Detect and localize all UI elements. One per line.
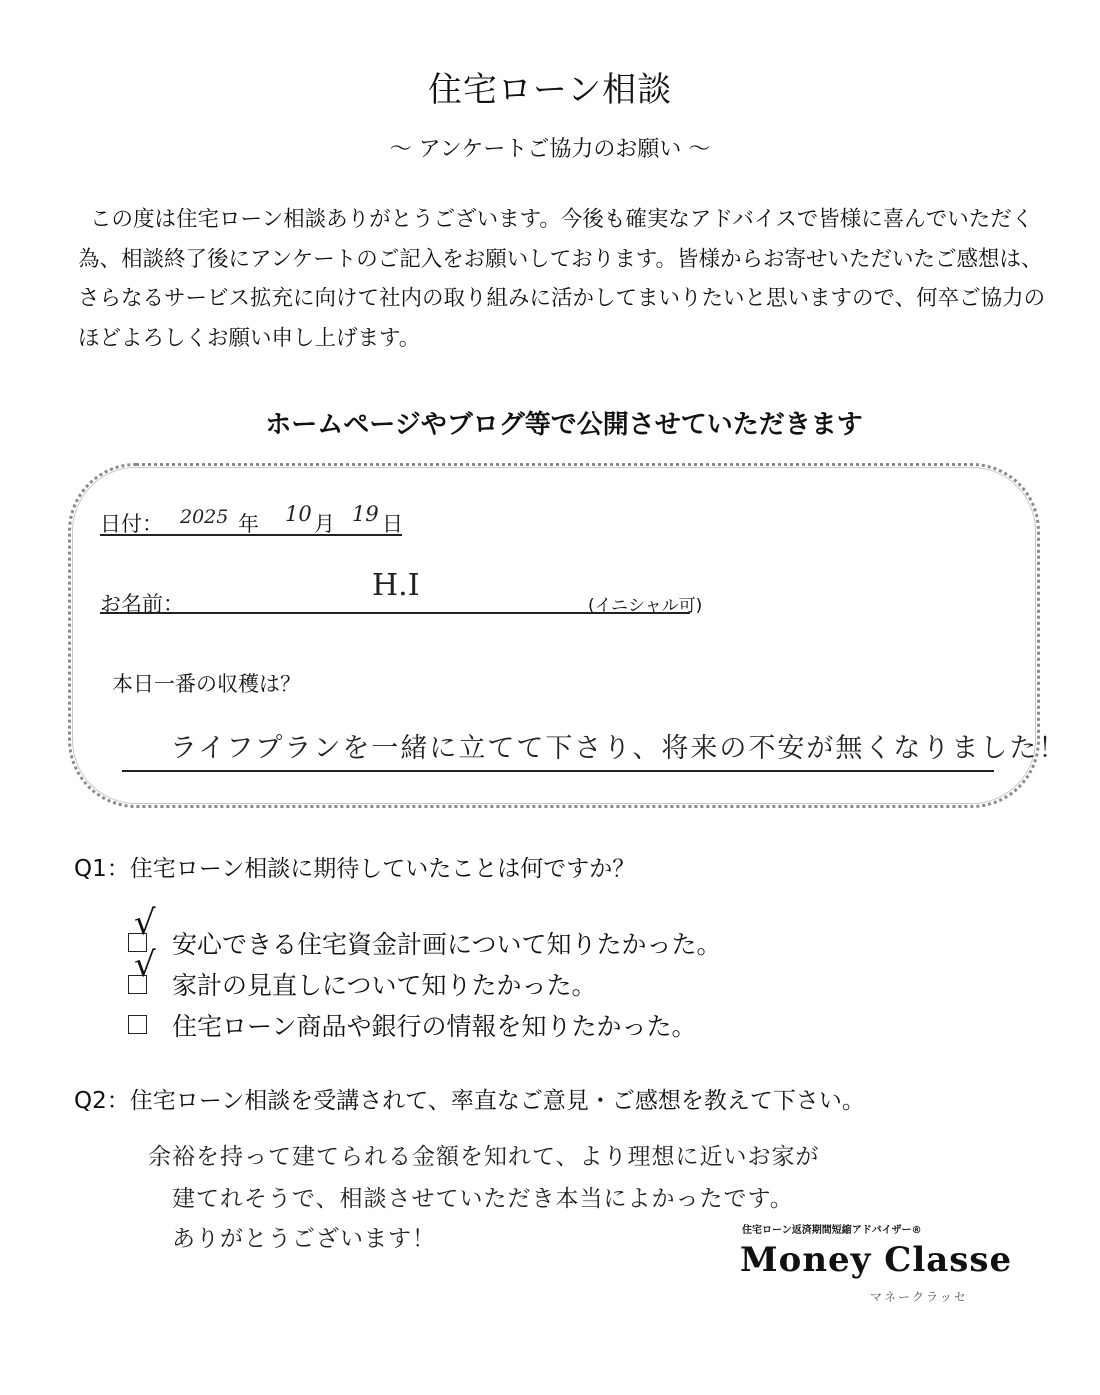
day-unit: 日 [382,512,403,536]
date-month: 10 [285,502,312,526]
q2-answer-line: 余裕を持って建てられる金額を知れて、より理想に近いお家が [148,1144,820,1170]
q1-option-3-checkbox[interactable] [128,1015,147,1034]
page-title: 住宅ローン相談 [427,70,673,110]
q1-option-3-label: 住宅ローン商品や銀行の情報を知りたかった。 [172,1012,697,1041]
month-unit: 月 [314,512,335,536]
q1-option-2-label: 家計の見直しについて知りたかった。 [172,971,597,1000]
year-unit: 年 [238,512,259,536]
publication-notice: ホームページやブログ等で公開させていただきます [265,410,863,440]
logo-tagline: 住宅ローン返済期間短縮アドバイザー® [742,1225,922,1236]
check-mark-icon: √ [134,945,156,985]
q1-option-1-label: 安心できる住宅資金計画について知りたかった。 [172,930,722,959]
initials-note: (イニシャル可) [588,596,703,616]
check-mark-icon: √ [134,903,156,943]
logo-kana: マネークラッセ [870,1290,968,1304]
q2-question: Q2：住宅ローン相談を受講されて、率直なご意見・ご感想を教えて下さい。 [74,1088,865,1114]
name-underline [100,612,690,614]
date-day: 19 [352,502,379,526]
intro-line: さらなるサービス拡充に向けて社内の取り組みに活かしてまいりたいと思いますので、何卒ご協力の [78,286,1046,311]
intro-paragraph [78,200,1058,358]
date-year: 2025 [180,506,229,528]
intro-line: この度は住宅ローン相談ありがとうございます。今後も確実なアドバイスで皆様に喜んでいただく [90,207,1034,232]
intro-line: 為、相談終了後にアンケートのご記入をお願いしております。皆様からお寄せいただいたご感想は、 [78,246,1043,272]
logo-name: Money Classe [740,1240,1013,1280]
name-value: H.I [372,568,420,603]
q1-question: Q1：住宅ローン相談に期待していたことは何ですか？ [74,856,636,882]
harvest-label: 本日一番の収穫は？ [112,672,301,696]
q2-answer-line: ありがとうございます！ [172,1226,436,1252]
page-subtitle: ～ アンケートご協力のお願い ～ [389,137,711,162]
intro-line: ほどよろしくお願い申し上げます。 [78,325,421,351]
name-label: お名前： [100,592,184,616]
date-underline [100,534,402,536]
q2-answer-line: 建てれそうで、相談させていただき本当によかったです。 [172,1186,794,1212]
harvest-answer: ライフプランを一緒に立てて下さり、将来の不安が無くなりました！ [170,733,1068,764]
harvest-underline [122,770,994,772]
date-label: 日付： [100,512,163,536]
